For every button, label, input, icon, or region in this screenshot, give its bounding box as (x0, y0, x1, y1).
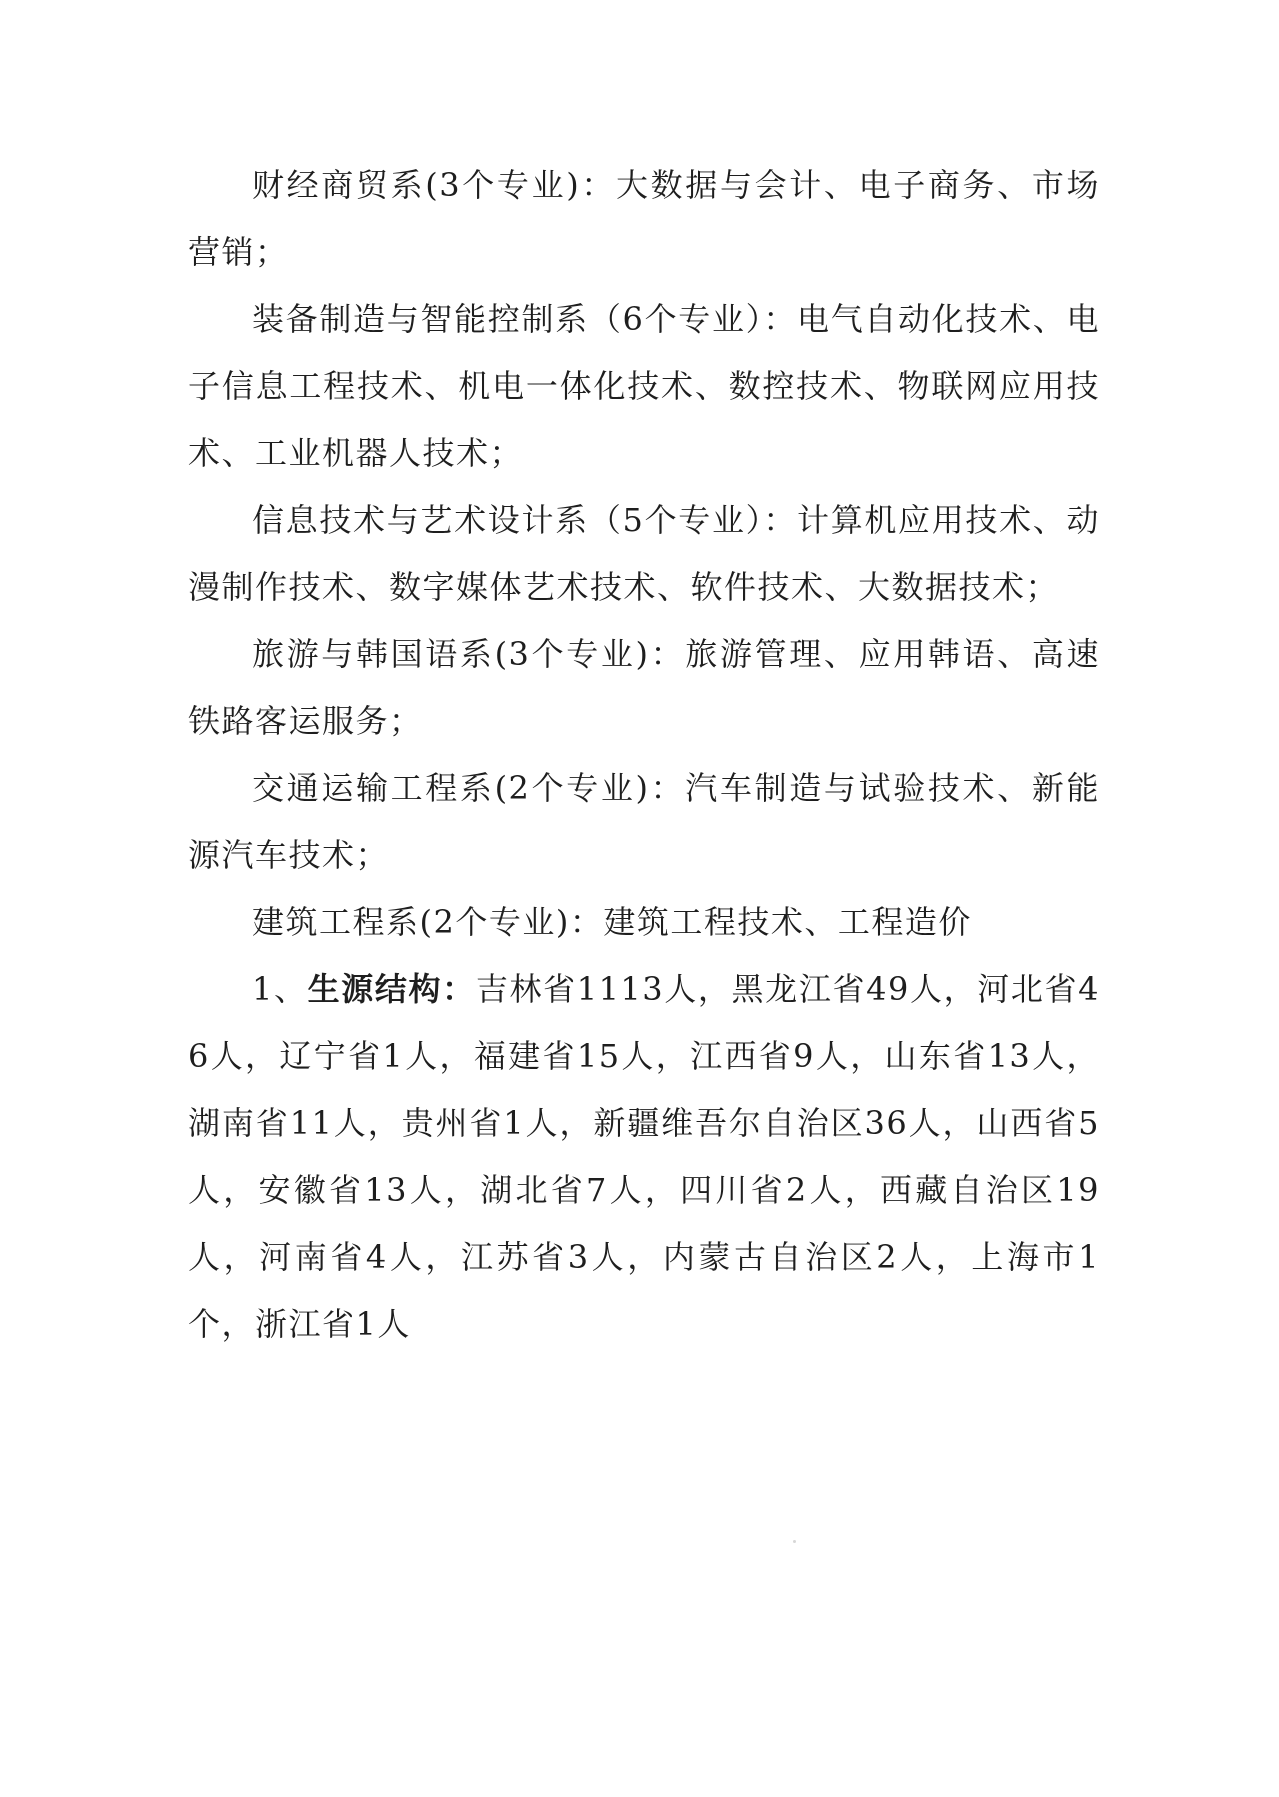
section-heading: 生源结构： (307, 970, 476, 1008)
paragraph-construction: 建筑工程系(2个专业)：建筑工程技术、工程造价 (252, 903, 972, 941)
scan-speck (793, 1540, 796, 1543)
paragraph-finance-trade: 财经商贸系(3个专业)：大数据与会计、电子商务、市场营销； (188, 166, 1100, 271)
section-text: 吉林省1113人，黑龙江省49人，河北省46人，辽宁省1人，福建省15人，江西省9人，山东省13人，湖南省11人，贵州省1人，新疆维吾尔自治区36人，山西省5人，安徽省13人，湖北省7人，四川省2人，西藏自治区19人，河南省4人，江苏省3人，内蒙古自治区2人，上海市1个，浙江省1人 (188, 970, 1100, 1343)
section-number: 1、 (252, 970, 308, 1008)
paragraph-it-art-design: 信息技术与艺术设计系（5个专业）：计算机应用技术、动漫制作技术、数字媒体艺术技术、软件技术、大数据技术； (188, 501, 1100, 606)
paragraph-tourism-korean: 旅游与韩国语系(3个专业)：旅游管理、应用韩语、高速铁路客运服务； (188, 635, 1100, 740)
paragraph-source-structure (188, 956, 1100, 1358)
paragraph-equipment-manufacturing: 装备制造与智能控制系（6个专业）：电气自动化技术、电子信息工程技术、机电一体化技术、数控技术、物联网应用技术、工业机器人技术； (188, 300, 1100, 472)
paragraph-transportation: 交通运输工程系(2个专业)：汽车制造与试验技术、新能源汽车技术； (188, 769, 1100, 874)
document-body (188, 152, 1100, 1358)
